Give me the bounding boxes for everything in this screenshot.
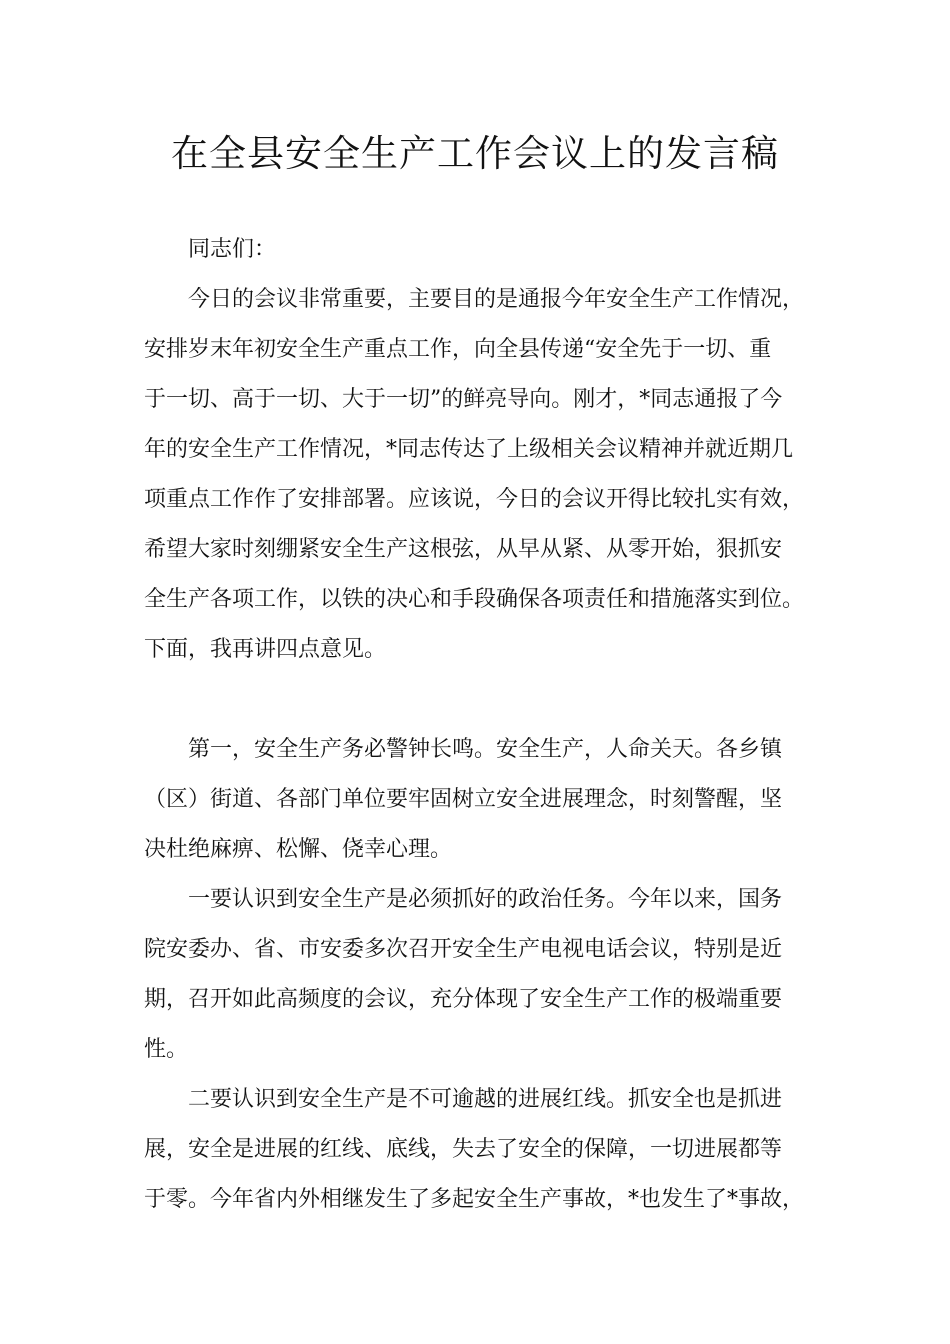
paragraph-line: 今日的会议非常重要，主要目的是通报今年安全生产工作情况，	[188, 287, 805, 312]
paragraph-line: 院安委办、省、市安委多次召开安全生产电视电话会议，特别是近	[144, 937, 783, 962]
document-title: 在全县安全生产工作会议上的发言稿	[171, 132, 779, 175]
paragraph-line: 二要认识到安全生产是不可逾越的进展红线。抓安全也是抓进	[188, 1087, 783, 1112]
paragraph-line: 决杜绝麻痹、松懈、侥幸心理。	[144, 837, 453, 862]
paragraph-line: 期，召开如此高频度的会议，充分体现了安全生产工作的极端重要	[144, 987, 783, 1012]
paragraph-line: 全生产各项工作，以铁的决心和手段确保各项责任和措施落实到位。	[144, 587, 805, 612]
paragraph-line: 展，安全是进展的红线、底线，失去了安全的保障，一切进展都等	[144, 1137, 783, 1162]
paragraph-line: 希望大家时刻绷紧安全生产这根弦，从早从紧、从零开始，狠抓安	[144, 537, 783, 562]
paragraph-line: 项重点工作作了安排部署。应该说，今日的会议开得比较扎实有效，	[144, 487, 805, 512]
paragraph-line: 于一切、高于一切、大于一切”的鲜亮导向。刚才，*同志通报了今	[144, 387, 783, 412]
paragraph-line: 一要认识到安全生产是必须抓好的政治任务。今年以来，国务	[188, 887, 783, 912]
paragraph-line: （区）街道、各部门单位要牢固树立安全进展理念，时刻警醒，坚	[144, 787, 783, 812]
paragraph-line: 于零。今年省内外相继发生了多起安全生产事故，*也发生了*事故，	[144, 1187, 805, 1212]
paragraph-line: 第一，安全生产务必警钟长鸣。安全生产，人命关天。各乡镇	[188, 737, 783, 762]
paragraph-line: 性。	[144, 1037, 189, 1062]
paragraph-line: 年的安全生产工作情况，*同志传达了上级相关会议精神并就近期几	[144, 437, 794, 462]
salutation: 同志们：	[188, 237, 277, 262]
paragraph-line: 安排岁末年初安全生产重点工作，向全县传递“安全先于一切、重	[144, 337, 772, 362]
paragraph-line: 下面，我再讲四点意见。	[144, 637, 387, 662]
